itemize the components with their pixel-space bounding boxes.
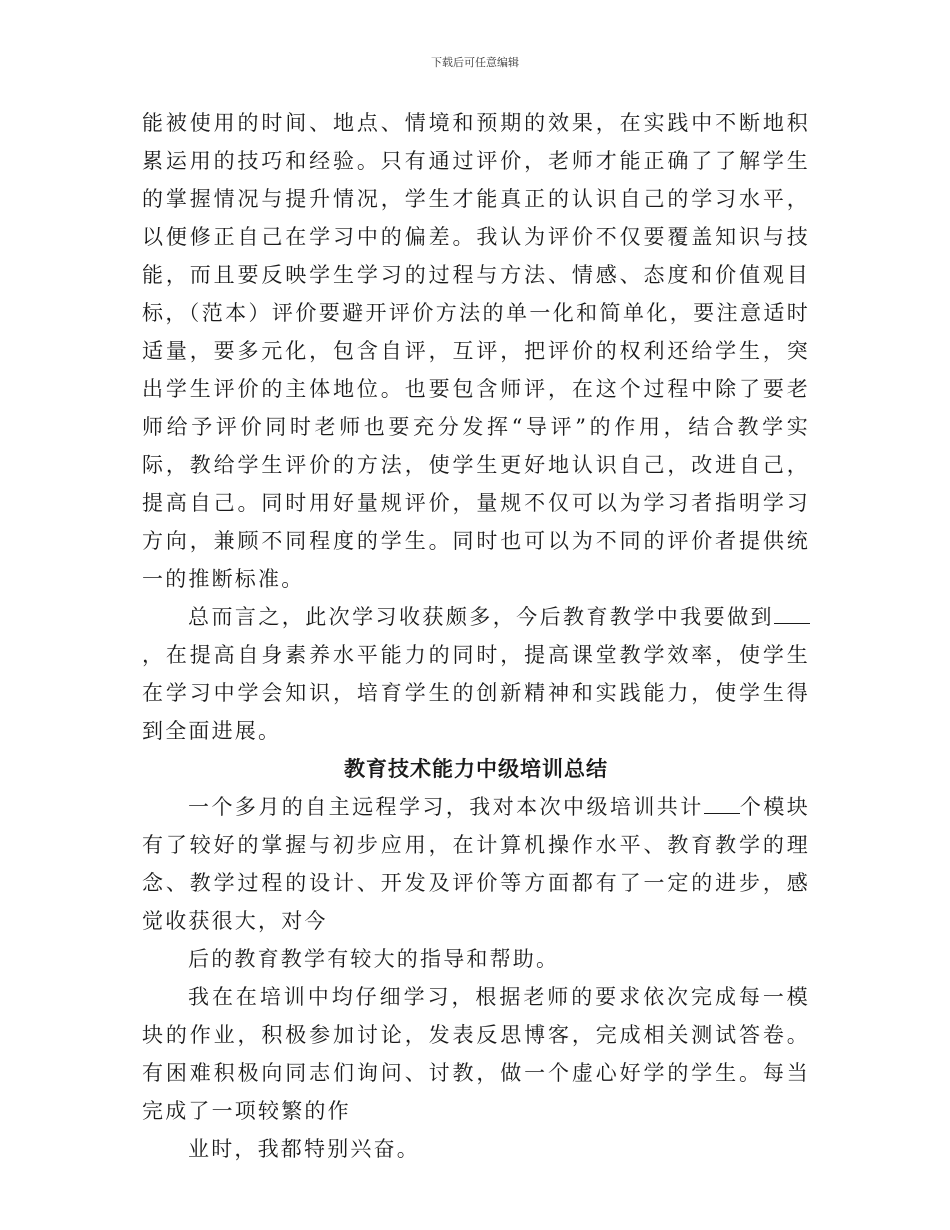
paragraph-conclusion	[142, 598, 810, 750]
page-header: 下载后可任意编辑	[431, 56, 519, 69]
paragraph-study: 我在在培训中均仔细学习，根据老师的要求依次完成每一模块的作业，积极参加讨论，发表反思博客，完成相关测试答卷。有困难积极向同志们询问、讨教，做一个虚心好学的学生。每当完成了一项较繁的作	[142, 985, 810, 1123]
fill-in-blank	[774, 603, 810, 624]
section-title: 教育技术能力中级培训总结	[344, 757, 608, 781]
paragraph-intro-text-end: 个模块有了较好的掌握与初步应用，在计算机操作水平、教育教学的理念、教学过程的设计、开发及评价等方面都有了一定的进步，感觉收获很大，对今	[142, 795, 810, 933]
paragraph-intro	[142, 788, 810, 940]
paragraph-conclusion-text-end: ，在提高自身素养水平能力的同时，提高课堂教学效率，使学生在学习中学会知识，培育学生的创新精神和实践能力，使学生得到全面进展。	[142, 643, 810, 743]
paragraph-excitement: 业时，我都特别兴奋。	[188, 1137, 420, 1161]
paragraph-conclusion-text-start: 总而言之，此次学习收获颇多，今后教育教学中我要做到	[188, 605, 774, 629]
paragraph-evaluation: 能被使用的时间、地点、情境和预期的效果，在实践中不断地积累运用的技巧和经验。只有通过评价，老师才能正确了了解学生的掌握情况与提升情况，学生才能真正的认识自己的学习水平，以便修正自己在学习中的偏差。我认为评价不仅要覆盖知识与技能，而且要反映学生学习的过程与方法、情感、态度和价值观目标，（范本）评价要避开评价方法的单一化和简单化，要注意适时适量，要多元化，包含自评，互评，把评价的权利还给学生，突出学生评价的主体地位。也要包含师评，在这个过程中除了要老师给予评价同时老师也要充分发挥“导评”的作用，结合教学实际，教给学生评价的方法，使学生更好地认识自己，改进自己，提高自己。同时用好量规评价，量规不仅可以为学习者指明学习方向，兼顾不同程度的学生。同时也可以为不同的评价者提供统一的推断标准。	[142, 111, 810, 591]
document-body	[142, 104, 810, 1168]
fill-in-blank	[704, 793, 740, 814]
paragraph-guidance: 后的教育教学有较大的指导和帮助。	[188, 947, 560, 971]
paragraph-intro-text-start: 一个多月的自主远程学习，我对本次中级培训共计	[188, 795, 704, 819]
